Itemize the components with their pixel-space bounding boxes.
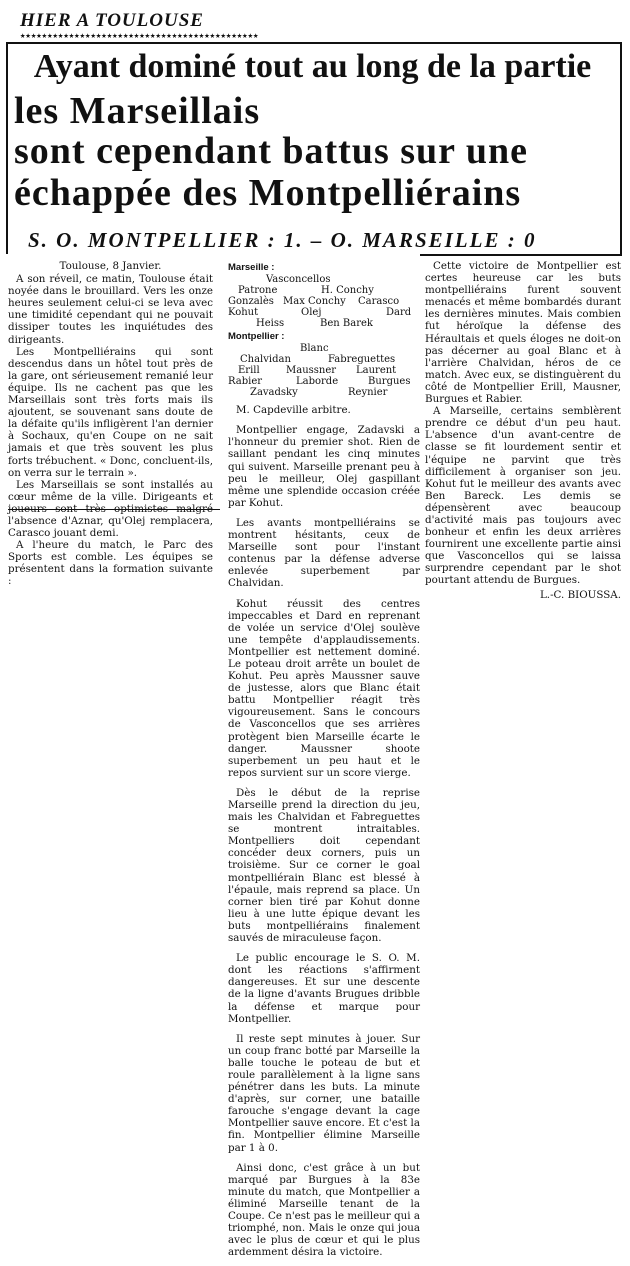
paragraph: Les avants montpelliérains se montrent hésitants, ceux de Marseille sont pour l'instant contenus par la défense adverse enlevée superbement par Chalvidan. — [228, 516, 420, 590]
player: Rabier — [228, 376, 263, 388]
marseille-label: Marseille : — [228, 262, 275, 273]
player: Max Conchy — [283, 296, 346, 308]
player: Laurent — [356, 365, 397, 377]
headline-line-3: sont cependant battus sur une — [14, 130, 528, 172]
column-2-body — [228, 424, 420, 1258]
paragraph: Ainsi donc, c'est grâce à un but marqué par Burgues à la 83e minute du match, que Montpellier a éliminé Marseille tenant de la Coupe. Ce n'est pas le meilleur qui a triomphé, non. Mais le onze qui joua avec le plus de cœur et qui le plus ardemment désira la victoire. — [228, 1161, 420, 1259]
montpellier-lineup — [228, 343, 420, 398]
column-3-top-rule — [420, 254, 622, 256]
headline-line-1: Ayant dominé tout au long de la partie — [33, 48, 592, 85]
player: Fabreguettes — [328, 354, 396, 366]
column-1 — [8, 260, 213, 588]
player: Patrone — [238, 285, 278, 297]
player: Ben Barek — [320, 318, 373, 330]
paragraph: A son réveil, ce matin, Toulouse était noyée dans le brouillard. Vers les onze heures seulement celui-ci se leva avec une timidité cependant qui ne pouvait dissiper toutes les inquiétudes des dirigeants. — [8, 273, 213, 346]
player: Reynier — [348, 387, 388, 399]
column-2 — [228, 260, 420, 1266]
player: Zavadsky — [250, 387, 298, 399]
player: Vasconcellos — [266, 274, 331, 286]
signature: L.-C. BIOUSSA. — [539, 588, 621, 601]
headline-line-2: les Marseillais — [14, 90, 261, 132]
player: Dard — [386, 307, 412, 319]
player: Carasco — [358, 296, 400, 308]
paragraph: A Marseille, certains semblèrent prendre ce début d'un peu haut. L'absence d'un avant-centre de classe se fit lourdement sentir et l'équipe ne parvint que très difficilement à organiser son jeu. Kohut fut le meilleur des avants avec Ben Bareck. Les demis se dépensèrent avec beaucoup d'activité mais pas toujours avec bonheur et enfin les deux arrières fournirent une excellente partie ainsi que Vasconcellos qui se laissa surprendre cependant par le shot pourtant attendu de Burgues. — [425, 405, 621, 587]
paragraph: Les Marseillais se sont installés au cœur même de la ville. Dirigeants et joueurs sont très optimistes malgré l'absence d'Aznar, qu'Olej remplacera, Carasco jouant demi. — [8, 478, 213, 540]
headline-line-4: échappée des Montpelliérains — [14, 172, 522, 214]
paragraph: Montpellier engage, Zadavski a l'honneur du premier shot. Rien de saillant pendant les cinq minutes qui suivent. Marseille prenant peu à peu le meilleur, Olej gaspillant même une splendide occasion créée par Kohut. — [228, 424, 420, 509]
paragraph: A l'heure du match, le Parc des Sports est comble. Les équipes se présentent dans la formation suivante : — [8, 539, 213, 588]
dateline: Toulouse, 8 Janvier. — [59, 260, 162, 272]
section-rubric: HIER A TOULOUSE — [20, 10, 204, 31]
marseille-lineup — [228, 274, 420, 329]
star-divider: ★★★★★★★★★★★★★★★★★★★★★★★★★★★★★★★★★★★★★★★★★★★★ — [20, 31, 259, 41]
player: Laborde — [296, 376, 339, 388]
match-score: S. O. MONTPELLIER : 1. – O. MARSEILLE : 0 — [28, 228, 537, 252]
player: Olej — [301, 307, 322, 319]
player: Kohut — [228, 307, 259, 319]
paragraph: Le public encourage le S. O. M. dont les réactions s'affirment dangereuses. Et sur une descente de la ligne d'avants Brugues dribble la défense et marque pour Montpellier. — [228, 952, 420, 1025]
paragraph: Il reste sept minutes à jouer. Sur un coup franc botté par Marseille la balle touche le poteau de but et roule parallèlement à la ligne sans pénétrer dans les buts. La minute d'après, sur corner, une bataille farouche s'engage devant la cage Montpellier sauve encore. Et c'est la fin. Montpellier élimine Marseille par 1 à 0. — [228, 1032, 420, 1154]
paragraph: Les Montpelliérains qui sont descendus dans un hôtel tout près de la gare, ont sérieusement remanié leur équipe. Ils ne cachent pas que les Marseillais sont très forts mais ils ajoutent, se souvenant sans doute de la défaite qu'ils infligèrent l'an dernier à Sochaux, qu'en Coupe on ne sait jamais et que très souvent les plus forts trébuchent. « Donc, concluent-ils, on verra sur le terrain ». — [8, 345, 213, 479]
player: Gonzalès — [228, 296, 274, 308]
player: Blanc — [300, 343, 329, 355]
player: Erill — [238, 365, 260, 377]
montpellier-label: Montpellier : — [228, 331, 285, 343]
referee: M. Capdeville arbitre. — [236, 404, 351, 417]
player: Chalvidan — [240, 354, 291, 366]
player: Burgues — [368, 376, 411, 388]
column-1-bottom-rule — [8, 509, 220, 510]
player: Heiss — [256, 318, 285, 330]
column-3 — [425, 260, 621, 601]
paragraph: Dès le début de la reprise Marseille prend la direction du jeu, mais les Chalvidan et Fabreguettes se montrent intraitables. Montpelliers doit cependant concéder deux corners, puis un troisième. Sur ce corner le goal montpelliérain Blanc est blessé à l'épaule, mais reprend sa place. Un corner bien tiré par Kohut donne lieu à une lutte épique devant les buts montpelliérains finalement sauvés de miraculeuse façon. — [228, 786, 420, 945]
paragraph: Kohut réussit des centres impeccables et Dard en reprenant de volée un service d'Olej soulève une tempête d'applaudissements. Montpellier est nettement dominé. Le poteau droit arrête un boulet de Kohut. Peu après Maussner sauve de justesse, alors que Blanc était battu Montpellier réagit très vigoureusement. Sans le concours de Vasconcellos que ses arrières protègent bien Marseille écarte le danger. Maussner shoote superbement un peu haut et le repos survient sur un score vierge. — [228, 597, 420, 779]
paragraph: Cette victoire de Montpellier est certes heureuse car les buts montpelliérains furent souvent menacés et même bombardés durant les dernières minutes. Mais combien fut héroïque la défense des Héraultais et quels éloges ne doit-on pas décerner au goal Blanc et à l'arrière Chalvidan, héros de ce match. Avec eux, se distinguèrent du côté de Montpellier Erill, Mausner, Burgues et Rabier. — [425, 260, 621, 406]
player: H. Conchy — [321, 285, 374, 297]
player: Maussner — [286, 365, 337, 377]
